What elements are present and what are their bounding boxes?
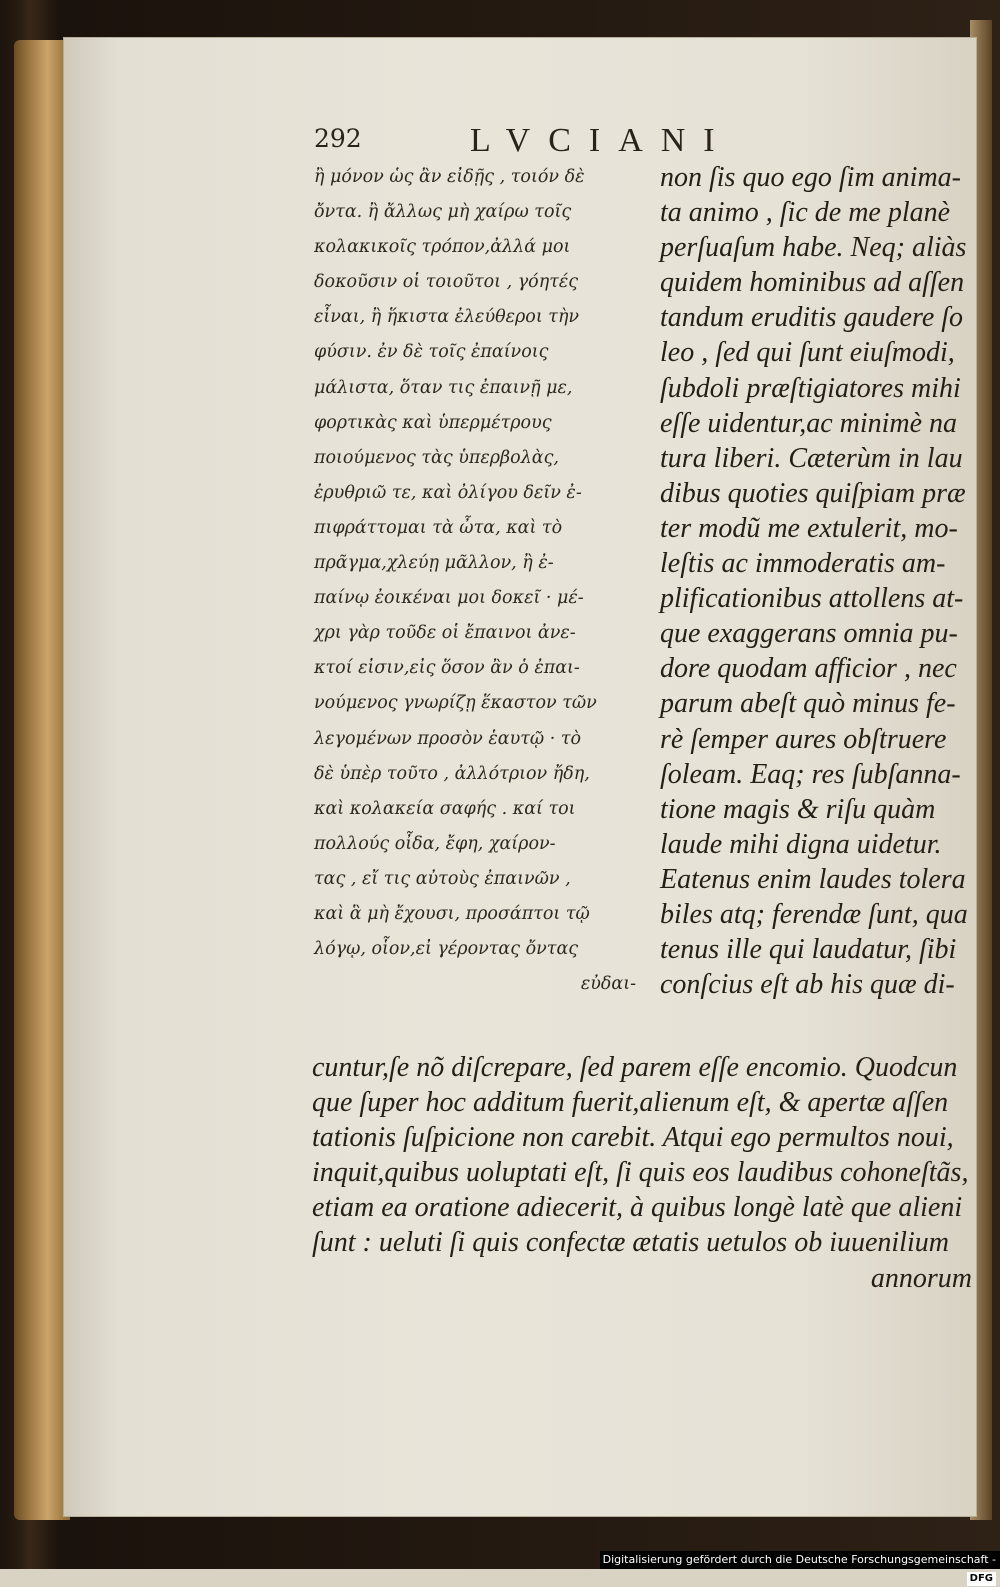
latin-line: ſubdoli præſtigiatores mihi bbox=[660, 372, 961, 404]
latin-line: parum abeſt quò minus fe- bbox=[660, 688, 956, 720]
latin-line: tandum eruditis gaudere ſo bbox=[660, 302, 964, 334]
latin-full-width-text bbox=[312, 1050, 972, 1296]
greek-line: παίνῳ ἐοικέναι μοι δοκεῖ · μέ- bbox=[314, 588, 584, 609]
latin-line: Eatenus enim laudes tolera bbox=[660, 863, 966, 895]
greek-line: καὶ κολακεία σαφής . καί τοι bbox=[314, 798, 576, 819]
latin-line: tura liberi. Cæterùm in lau bbox=[660, 442, 963, 474]
latin-line: rè ſemper aures obſtruere bbox=[660, 723, 947, 755]
digitization-footer bbox=[600, 1551, 1000, 1584]
latin-line: ter modũ me extulerit, mo- bbox=[660, 512, 958, 544]
latin-line: quidem hominibus ad aſſen bbox=[660, 267, 965, 299]
latin-line: plificationibus attollens at- bbox=[660, 583, 964, 615]
latin-line: leo , ſed qui ſunt eiuſmodi, bbox=[660, 337, 955, 369]
latin-line: que exaggerans omnia pu- bbox=[660, 618, 958, 650]
latin-line: laude mihi digna uidetur. bbox=[660, 828, 942, 860]
greek-line: φύσιν. ἐν δὲ τοῖς ἐπαίνοις bbox=[314, 342, 549, 363]
latin-line: tationis ſuſpicione non carebit. Atqui ego permultos noui, bbox=[312, 1122, 954, 1154]
greek-line: νούμενος γνωρίζῃ ἕκαστον τῶν bbox=[314, 693, 597, 714]
greek-line: τας , εἴ τις αὐτοὺς ἐπαινῶν , bbox=[314, 868, 571, 889]
latin-line: dibus quoties quiſpiam præ bbox=[660, 477, 966, 509]
greek-line: ἢ μόνον ὡς ἂν εἰδῇς , τοιόν δὲ bbox=[314, 167, 585, 187]
latin-line: ſunt : ueluti ſi quis confectæ ætatis uetulos ob iuuenilium bbox=[312, 1227, 949, 1259]
latin-line: etiam ea oratione adiecerit, à quibus longè latè que alieni bbox=[312, 1192, 963, 1224]
greek-catchword: εὐδαι- bbox=[580, 974, 636, 995]
latin-line: eſſe uidentur,ac minimè na bbox=[660, 407, 958, 439]
latin-line: leſtis ac immoderatis am- bbox=[660, 548, 946, 580]
greek-line: πολλούς οἶδα, ἔφη, χαίρον- bbox=[314, 833, 556, 854]
book-edge-left bbox=[14, 40, 70, 1520]
latin-line: ſoleam. Eaq; res ſubſanna- bbox=[660, 758, 961, 790]
latin-line: ta animo , ſic de me planè bbox=[660, 197, 951, 229]
latin-line: biles atq; ferendæ ſunt, qua bbox=[660, 898, 968, 930]
latin-line: non ſis quo ego ſim anima- bbox=[660, 162, 961, 193]
greek-line: μάλιστα, ὅταν τις ἐπαινῇ με, bbox=[314, 377, 573, 398]
greek-line: λεγομένων προσὸν ἑαυτῷ · τὸ bbox=[314, 728, 582, 749]
greek-column bbox=[314, 160, 636, 1002]
greek-line: λόγῳ, οἷον,εἰ γέροντας ὄντας bbox=[314, 939, 579, 960]
greek-line: φορτικὰς καὶ ὑπερμέτρους bbox=[314, 412, 552, 433]
greek-line: καὶ ἃ μὴ ἔχουσι, προσάπτοι τῷ bbox=[314, 903, 590, 924]
latin-line: cuntur,ſe nõ diſcrepare, ſed parem eſſe encomio. Quodcun bbox=[312, 1052, 958, 1083]
latin-column bbox=[660, 160, 972, 1002]
dfg-logo: DFG bbox=[967, 1572, 996, 1586]
latin-line: inquit,quibus uoluptati eſt, ſi quis eos laudibus cohoneſtãs, bbox=[312, 1157, 969, 1189]
greek-line: ἐρυθριῶ τε, καὶ ὀλίγου δεῖν ἐ- bbox=[314, 482, 582, 503]
latin-line: que ſuper hoc additum fuerit,alienum eſt, & apertæ aſſen bbox=[312, 1087, 949, 1119]
latin-line: tenus ille qui laudatur, ſibi bbox=[660, 934, 957, 966]
latin-catchword: annorum bbox=[870, 1262, 972, 1294]
footer-text: Digitalisierung gefördert durch die Deutsche Forschungsgemeinschaft - bbox=[602, 1553, 996, 1566]
running-head: LVCIANI bbox=[470, 122, 733, 159]
greek-line: πρᾶγμα,χλεύῃ μᾶλλον, ἢ ἐ- bbox=[314, 553, 554, 574]
latin-line: perſuaſum habe. Neq; aliàs bbox=[660, 232, 967, 264]
latin-line: tione magis & riſu quàm bbox=[660, 793, 936, 825]
greek-line: ὄντα. ἢ ἄλλως μὴ χαίρω τοῖς bbox=[314, 202, 572, 223]
latin-line: conſcius eſt ab his quæ di- bbox=[660, 969, 955, 1001]
greek-line: πιφράττομαι τὰ ὦτα, καὶ τὸ bbox=[314, 517, 563, 538]
greek-line: χρι γὰρ τοῦδε οἱ ἔπαινοι ἀνε- bbox=[314, 623, 576, 644]
page-number: 292 bbox=[314, 124, 362, 153]
greek-line: κτοί εἰσιν,εἰς ὅσον ἂν ὁ ἐπαι- bbox=[314, 658, 580, 679]
greek-line: εἶναι, ἢ ἥκιστα ἐλεύθεροι τὴν bbox=[314, 307, 580, 328]
greek-line: κολακικοῖς τρόπον,ἀλλά μοι bbox=[314, 237, 571, 258]
greek-line: ποιούμενος τὰς ὑπερβολὰς, bbox=[314, 447, 559, 468]
greek-line: δοκοῦσιν οἱ τοιοῦτοι , γόητές bbox=[314, 272, 579, 293]
latin-line: dore quodam afficior , nec bbox=[660, 653, 957, 685]
greek-line: δὲ ὑπὲρ τοῦτο , ἀλλότριον ἤδη, bbox=[314, 763, 590, 784]
